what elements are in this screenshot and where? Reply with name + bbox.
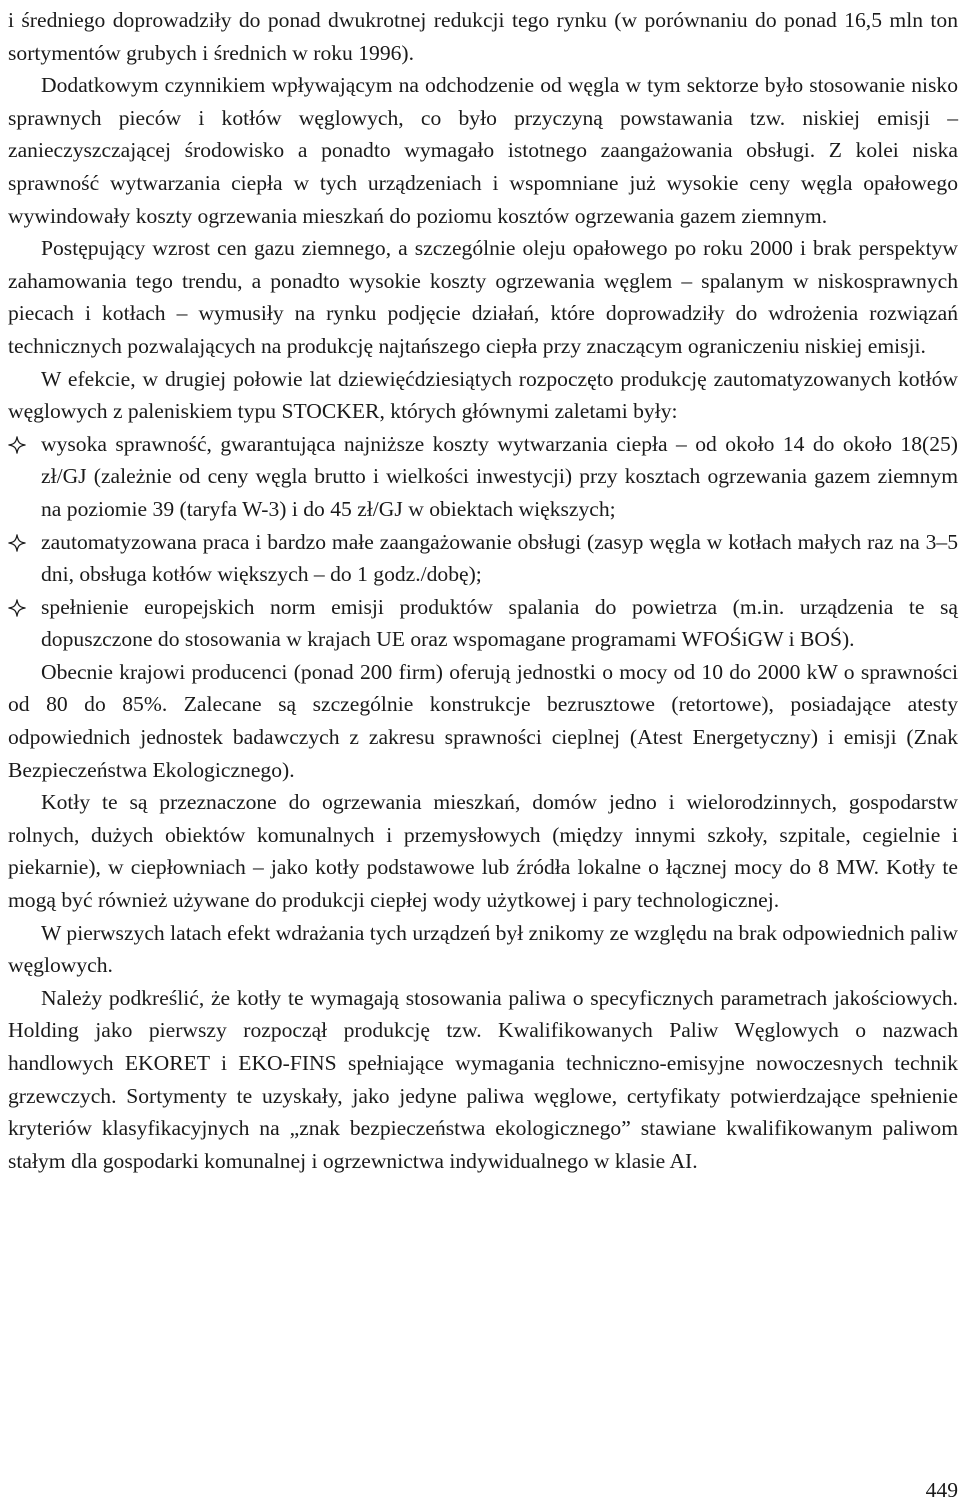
paragraph: Kotły te są przeznaczone do ogrzewania mieszkań, domów jedno i wielorodzinnych, gospodarstw rolnych, dużych obiektów komunalnych i przemysłowych (między innymi szkoły, szpitale, cegielnie i piekarnie), w ciepłowniach – jako kotły podstawowe lub źródła lokalne o łącznej mocy do 8 MW. Kotły te mogą być również używane do produkcji ciepłej wody użytkowej i pary technologicznej. — [8, 790, 958, 913]
bullet-text: wysoka sprawność, gwarantująca najniższe koszty wytwarzania ciepła – od około 14 do około 18(25) zł/GJ (zależnie od ceny węgla brutto i wielkości inwestycji) przy kosztach ogrzewania gazem ziemnym na poziomie 39 (taryfa W-3) i do 45 zł/GJ w obiektach większych; — [41, 431, 958, 521]
four-point-star-icon — [8, 534, 26, 552]
paragraph: Obecnie krajowi producenci (ponad 200 firm) oferują jednostki o mocy od 10 do 2000 kW o sprawności od 80 do 85%. Zalecane są szczególnie konstrukcje bezrusztowe (retortowe), posiadające atesty odpowiednich jednostek badawczych z zakresu sprawności cieplnej (Atest Energetyczny) i emisji (Znak Bezpieczeństwa Ekologicznego). — [8, 659, 958, 782]
bullet-item — [8, 591, 958, 656]
paragraph: W pierwszych latach efekt wdrażania tych urządzeń był znikomy ze względu na brak odpowiednich paliw węglowych. — [8, 920, 958, 978]
document-page — [8, 4, 958, 1177]
paragraph: Postępujący wzrost cen gazu ziemnego, a szczególnie oleju opałowego po roku 2000 i brak perspektyw zahamowania tego trendu, a ponadto wysokie koszty ogrzewania węglem – spalanym w niskosprawnych piecach i kotłach – wymusiły na rynku podjęcie działań, które doprowadziły do wdrożenia rozwiązań technicznych pozwalających na produkcję najtańszego ciepła przy znaczącym ograniczeniu niskiej emisji. — [8, 236, 958, 358]
bullet-item — [8, 428, 958, 526]
bullet-text: zautomatyzowana praca i bardzo małe zaangażowanie obsługi (zasyp węgla w kotłach małych raz na 3–5 dni, obsługa kotłów większych – do 1 godz./dobę); — [41, 529, 958, 587]
bullet-item — [8, 526, 958, 591]
paragraph: Dodatkowym czynnikiem wpływającym na odchodzenie od węgla w tym sektorze było stosowanie nisko sprawnych pieców i kotłów węglowych, co było przyczyną powstawania tzw. niskiej emisji – zanieczyszczającej środowisko a ponadto wymagało istotnego zaangażowania obsługi. Z kolei niska sprawność wytwarzania ciepła w tych urządzeniach i wspomniane już wysokie ceny węgla opałowego wywindowały koszty ogrzewania mieszkań do poziomu kosztów ogrzewania gazem ziemnym. — [8, 73, 958, 228]
paragraph: W efekcie, w drugiej połowie lat dziewięćdziesiątych rozpoczęto produkcję zautomatyzowanych kotłów węglowych z paleniskiem typu STOCKER, których głównymi zaletami były: — [8, 366, 958, 424]
paragraph-continuation: i średniego doprowadziły do ponad dwukrotnej redukcji tego rynku (w porównaniu do ponad 16,5 mln ton sortymentów grubych i średnich w roku 1996). — [8, 8, 958, 65]
bullet-text: spełnienie europejskich norm emisji produktów spalania do powietrza (m.in. urządzenia te są dopuszczone do stosowania w krajach UE oraz wspomagane programami WFOŚiGW i BOŚ). — [41, 594, 958, 652]
paragraph: Należy podkreślić, że kotły te wymagają stosowania paliwa o specyficznych parametrach jakościowych. Holding jako pierwszy rozpoczął produkcję tzw. Kwalifikowanych Paliw Węglowych o nazwach handlowych EKORET i EKO-FINS spełniające wymagania techniczno-emisyjne nowoczesnych technik grzewczych. Sortymenty te uzyskały, jako jedyne paliwa węglowe, certyfikaty potwierdzające spełnienie kryteriów klasyfikacyjnych na „znak bezpieczeństwa ekologicznego” stawiane kwalifikowanym paliwom stałym dla gospodarki komunalnej i ogrzewnictwa indywidualnego w klasie AI. — [8, 985, 958, 1173]
four-point-star-icon — [8, 599, 26, 617]
four-point-star-icon — [8, 436, 26, 454]
page-number: 449 — [925, 1478, 958, 1502]
